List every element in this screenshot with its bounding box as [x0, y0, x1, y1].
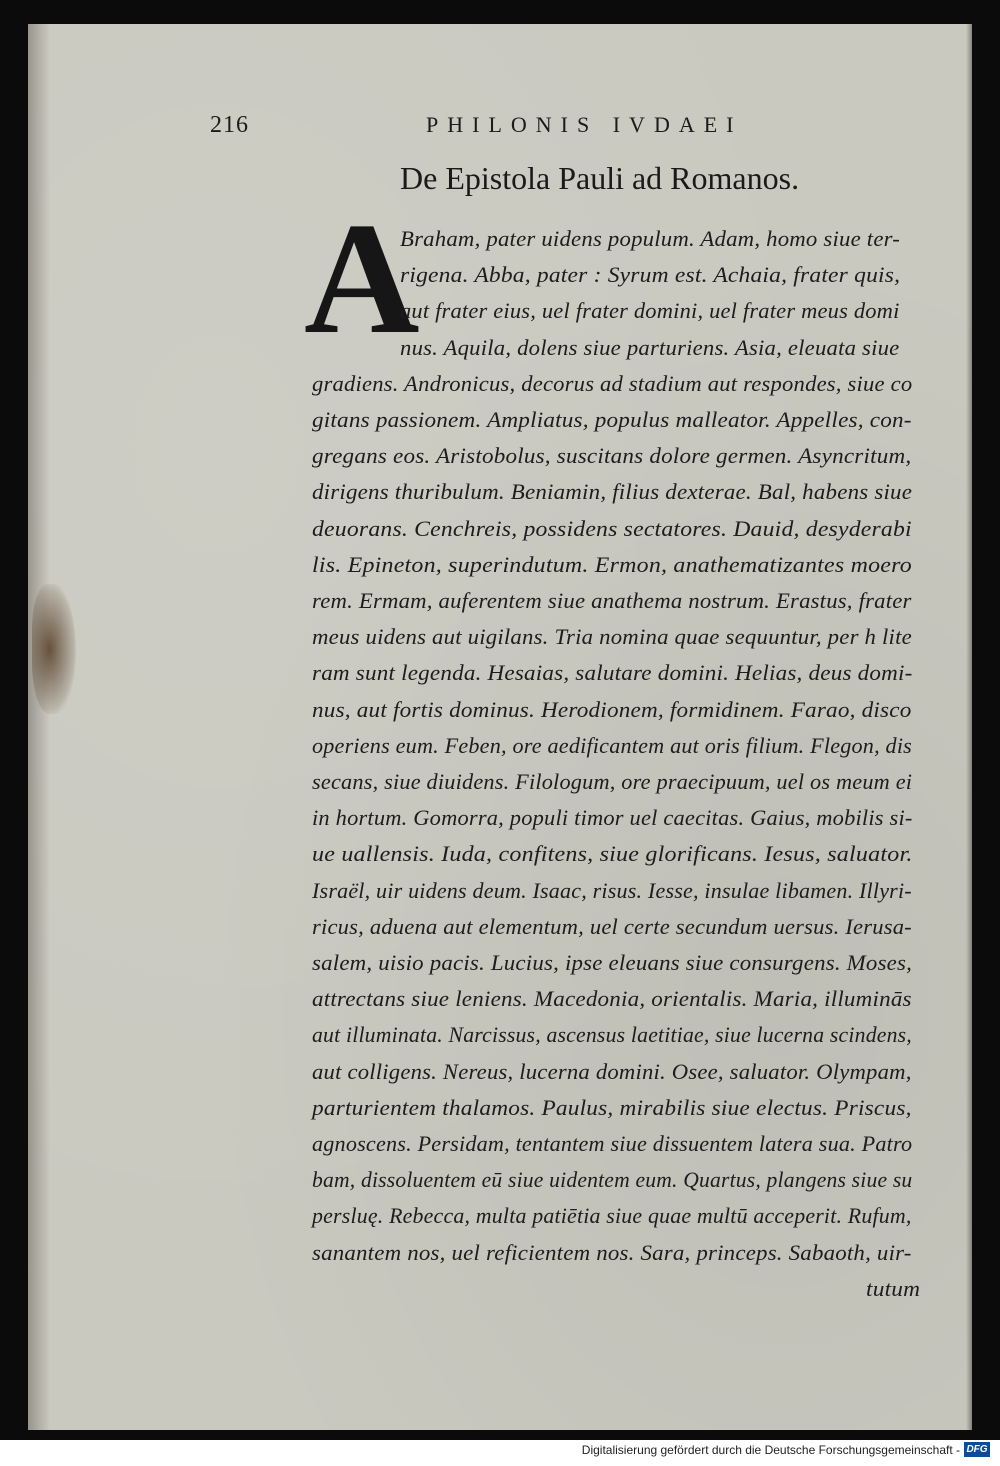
text-line: lis. Epineton, superindutum. Ermon, anathematizantes moero	[312, 551, 912, 577]
page-header	[210, 112, 790, 148]
text-line: gradiens. Andronicus, decorus ad stadium aut respondes, siue co	[312, 370, 913, 396]
text-line: nus. Aquila, dolens siue parturiens. Asia, eleuata siue	[400, 334, 900, 360]
text-line: deuorans. Cenchreis, possidens sectatores. Dauid, desyderabi	[312, 515, 912, 541]
text-line: meus uidens aut uigilans. Tria nomina quae sequuntur, per h lite	[312, 624, 912, 650]
text-line: secans, siue diuidens. Filologum, ore praecipuum, uel os meum ei	[312, 769, 913, 794]
text-line: gregans eos. Aristobolus, suscitans dolore germen. Asyncritum,	[312, 443, 912, 469]
text-line: nus, aut fortis dominus. Herodionem, formidinem. Farao, disco	[312, 696, 912, 722]
page-edge	[966, 24, 972, 1430]
running-head: PHILONIS IVDAEI	[426, 112, 743, 137]
text-line: persluę. Rebecca, multa patiētia siue quae multū acceperit. Rufum,	[312, 1203, 912, 1229]
text-line: ricus, aduena aut elementum, uel certe secundum uersus. Ierusa-	[312, 913, 912, 939]
text-line: sanantem nos, uel reficientem nos. Sara, princeps. Sabaoth, uir-	[312, 1239, 912, 1265]
text-line: agnoscens. Persidam, tentantem siue dissuentem latera sua. Patro	[312, 1131, 913, 1156]
text-line: aut illuminata. Narcissus, ascensus laetitiae, siue lucerna scindens,	[312, 1022, 912, 1048]
text-line: in hortum. Gomorra, populi timor uel caecitas. Gaius, mobilis si-	[312, 805, 913, 831]
text-line: ram sunt legenda. Hesaias, salutare domini. Helias, deus domi-	[312, 660, 913, 686]
text-line: Israël, uir uidens deum. Isaac, risus. Iesse, insulae libamen. Illyri-	[312, 877, 912, 903]
text-line: salem, uisio pacis. Lucius, ipse eleuans siue consurgens. Moses,	[312, 950, 913, 975]
chapter-title: De Epistola Pauli ad Romanos.	[400, 160, 800, 196]
text-line: tutum	[866, 1275, 921, 1301]
text-line: Braham, pater uidens populum. Adam, homo siue ter-	[400, 226, 901, 251]
text-line: rem. Ermam, auferentem siue anathema nostrum. Erastus, frater	[312, 588, 912, 613]
page-number: 216	[210, 112, 249, 138]
text-line: parturientem thalamos. Paulus, mirabilis siue electus. Priscus,	[312, 1094, 912, 1120]
drop-cap-initial: A	[304, 189, 420, 367]
paper-stain	[32, 584, 76, 714]
text-line: bam, dissoluentem eū siue uidentem eum. Quartus, plangens siue su	[312, 1167, 913, 1193]
text-line: ue uallensis. Iuda, confitens, siue glorificans. Iesus, saluator.	[312, 841, 913, 867]
text-line: aut frater eius, uel frater domini, uel frater meus domi	[400, 298, 900, 324]
text-line: attrectans siue leniens. Macedonia, orientalis. Maria, illuminās	[312, 986, 912, 1012]
text-line: rigena. Abba, pater : Syrum est. Achaia, frater quis,	[400, 262, 901, 288]
gutter-shadow	[28, 24, 50, 1430]
text-line: operiens eum. Feben, ore aedificantem aut oris filium. Flegon, dis	[312, 732, 913, 758]
text-line: aut colligens. Nereus, lucerna domini. Osee, saluator. Olympam,	[312, 1058, 912, 1084]
text-line: dirigens thuribulum. Beniamin, filius dexterae. Bal, habens siue	[312, 479, 913, 505]
text-line: gitans passionem. Ampliatus, populus malleator. Appelles, con-	[312, 407, 912, 432]
digitization-credit: Digitalisierung gefördert durch die Deutsche Forschungsgemeinschaft -	[581, 1443, 960, 1457]
dfg-logo: DFG	[964, 1442, 990, 1457]
